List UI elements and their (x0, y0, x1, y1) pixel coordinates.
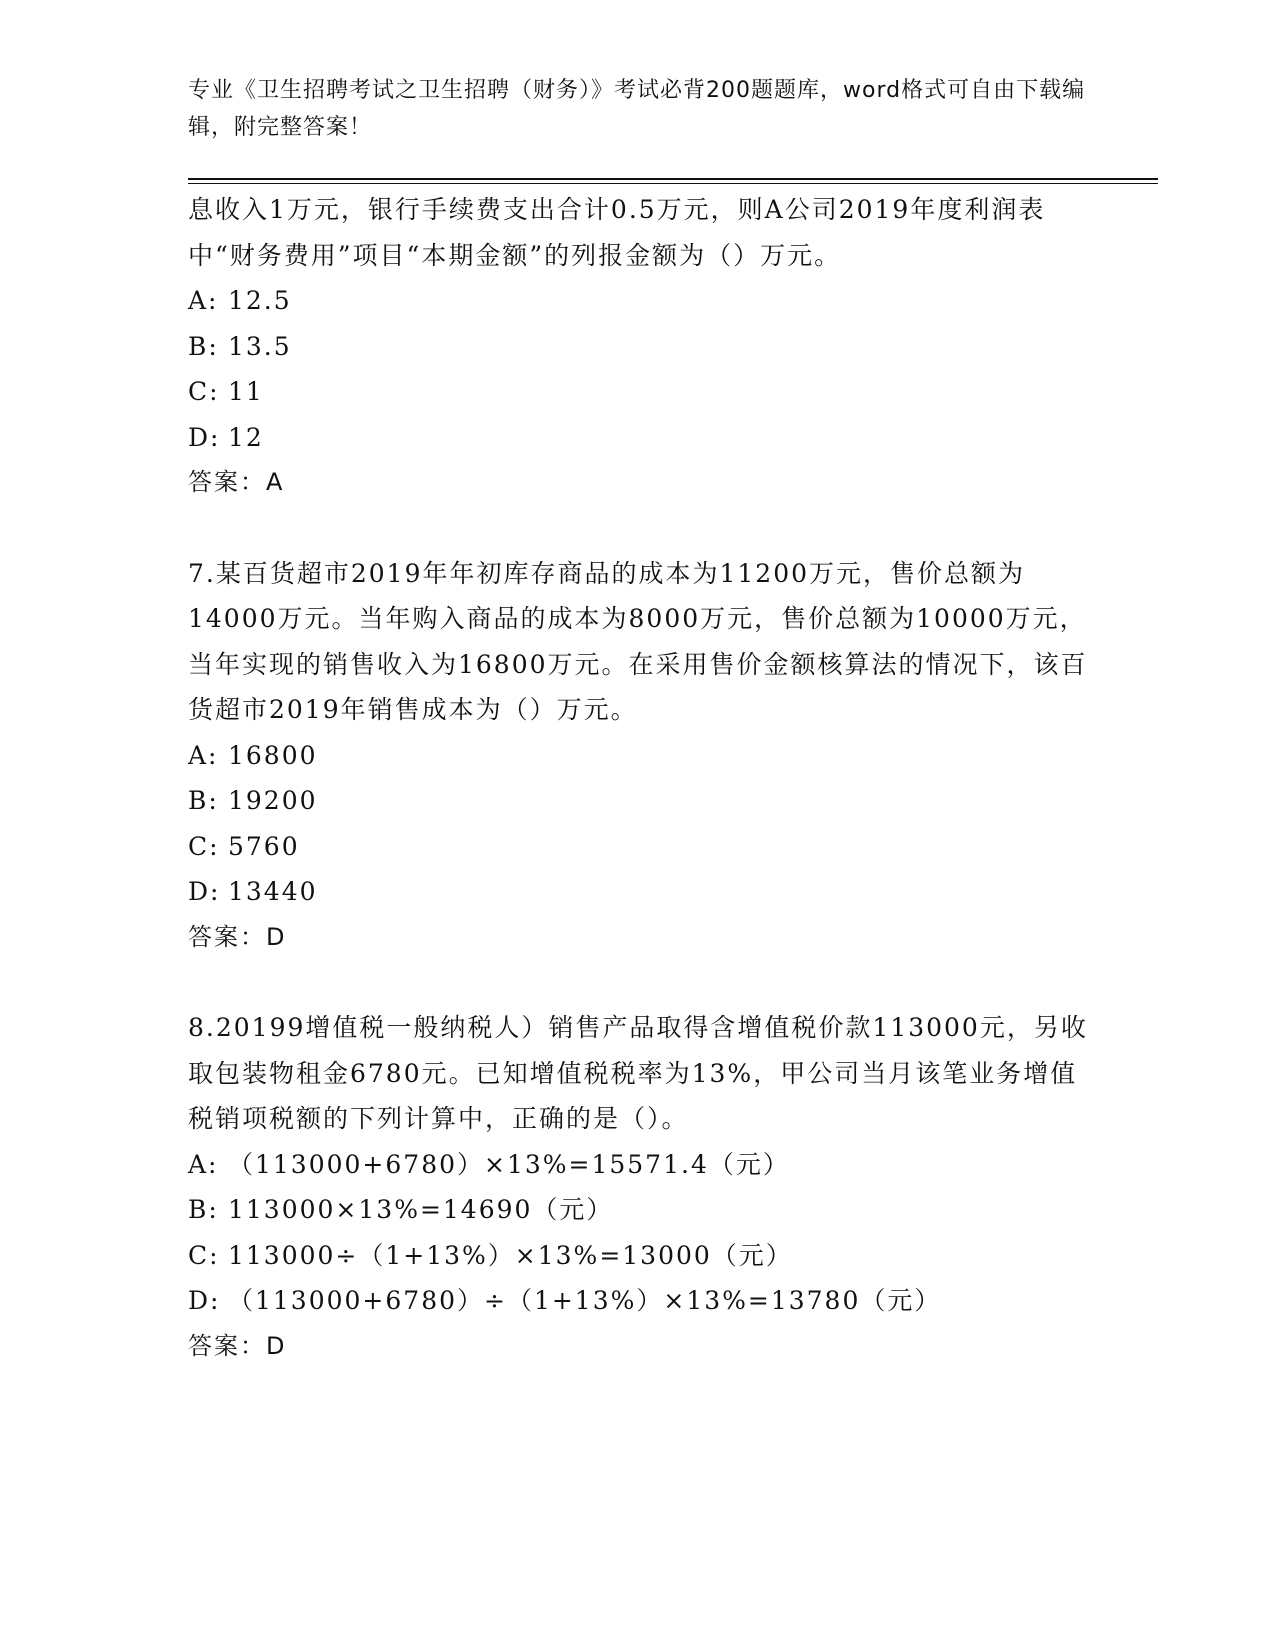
option-a (188, 733, 1088, 779)
option-key: B: (188, 331, 219, 361)
question-7 (188, 551, 1088, 961)
option-a (188, 1142, 1088, 1188)
option-key: D: (188, 1286, 221, 1315)
question-list (188, 187, 1088, 1369)
answer-line: 答案：A (188, 468, 285, 496)
question-text: 7.某百货超市2019年年初库存商品的成本为11200万元，售价总额为14000万元。当年购入商品的成本为8000万元，售价总额为10000万元，当年实现的销售收入为16800万元。在采用售价金额核算法的情况下，该百货超市2019年销售成本为（）万元。 (188, 558, 1088, 724)
option-key: C: (188, 831, 220, 861)
option-value: 5760 (228, 831, 300, 861)
option-key: B: (188, 1195, 219, 1224)
option-b (188, 324, 1088, 370)
answer-line: 答案：D (188, 1331, 287, 1360)
option-key: D: (188, 877, 221, 906)
option-key: D: (188, 422, 221, 452)
option-key: A: (188, 1149, 219, 1179)
option-key: A: (188, 740, 219, 770)
option-value: 13.5 (228, 331, 292, 361)
option-c (188, 824, 1088, 870)
option-b (188, 1187, 1088, 1233)
document-header: 专业《卫生招聘考试之卫生招聘（财务）》考试必背200题题库，word格式可自由下载编辑，附完整答案！ (188, 78, 1086, 140)
option-value: 16800 (228, 740, 318, 770)
option-d (188, 415, 1088, 461)
option-d (188, 1278, 1088, 1324)
question-6-continued (188, 187, 1088, 506)
option-c (188, 369, 1088, 415)
option-b (188, 778, 1088, 824)
option-key: C: (188, 377, 220, 406)
option-value: 12 (228, 422, 264, 452)
option-a (188, 278, 1088, 324)
option-value: 113000÷（1+13%）×13%=13000（元） (228, 1240, 793, 1270)
option-key: A: (188, 286, 219, 315)
answer-line: 答案：D (188, 922, 287, 951)
option-value: 19200 (228, 786, 318, 815)
option-key: B: (188, 786, 219, 815)
question-text: 8.20199增值税一般纳税人）销售产品取得含增值税价款113000元，另收取包装物租金6780元。已知增值税税率为13%，甲公司当月该笔业务增值税销项税额的下列计算中，正确的是（）。 (188, 1013, 1088, 1133)
option-value: （113000+6780）÷（1+13%）×13%=13780（元） (228, 1286, 942, 1315)
option-value: 113000×13%=14690（元） (228, 1195, 614, 1224)
header-divider-thick (188, 178, 1158, 180)
option-value: （113000+6780）×13%=15571.4（元） (228, 1149, 790, 1179)
header-divider-thin (188, 183, 1158, 184)
option-value: 11 (228, 377, 264, 406)
question-text: 息收入1万元，银行手续费支出合计0.5万元，则A公司2019年度利润表中“财务费用”项目“本期金额”的列报金额为（）万元。 (188, 195, 1046, 270)
option-c (188, 1233, 1088, 1279)
option-value: 12.5 (228, 286, 292, 315)
option-key: C: (188, 1240, 220, 1270)
option-value: 13440 (228, 877, 318, 906)
question-8 (188, 1005, 1088, 1369)
option-d (188, 869, 1088, 915)
